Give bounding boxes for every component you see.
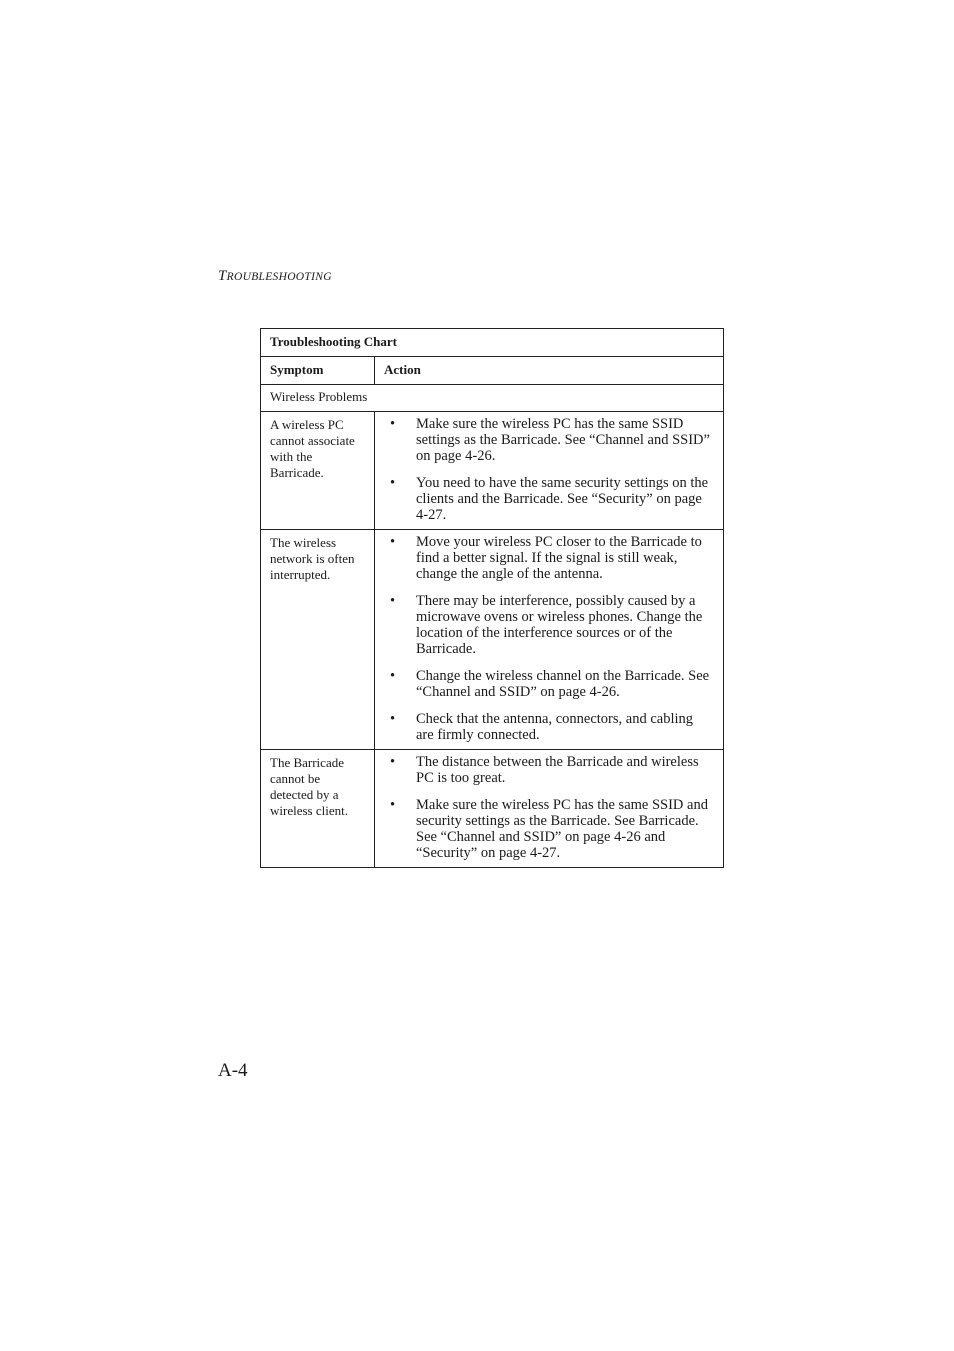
- action-item: [387, 668, 713, 700]
- action-list: [387, 416, 713, 523]
- running-header-rest: ROUBLESHOOTING: [226, 271, 332, 283]
- symptom-cell: A wireless PC cannot associate with the Barricade.: [261, 412, 375, 530]
- action-item: [387, 711, 713, 743]
- action-cell: [375, 412, 724, 530]
- action-text: Move your wireless PC closer to the Barricade to find a better signal. If the signal is still weak, change the angle of the antenna.: [416, 534, 702, 582]
- table-row: [261, 530, 724, 750]
- table-header-row: [261, 357, 724, 385]
- table-row: [261, 412, 724, 530]
- action-text: The distance between the Barricade and wireless PC is too great.: [416, 754, 699, 786]
- action-item: [387, 475, 713, 523]
- action-text: Check that the antenna, connectors, and cabling are firmly connected.: [416, 711, 694, 743]
- action-item: [387, 593, 713, 657]
- running-header: [218, 268, 332, 285]
- page-number: A-4: [218, 1060, 248, 1081]
- symptom-cell: The wireless network is often interrupted.: [261, 530, 375, 750]
- action-item: [387, 754, 713, 786]
- action-text: Make sure the wireless PC has the same SSID and security settings as the Barricade. See Barricade. See “Channel and SSID” on page 4-26 and “Security” on page 4-27.: [416, 797, 708, 861]
- bullet-icon: •: [390, 593, 396, 609]
- action-item: [387, 534, 713, 582]
- action-cell: [375, 750, 724, 868]
- bullet-icon: •: [390, 534, 396, 550]
- action-text: You need to have the same security settings on the clients and the Barricade. See “Security” on page 4-27.: [416, 475, 709, 523]
- action-cell: [375, 530, 724, 750]
- running-header-initial: T: [218, 268, 227, 284]
- column-header-symptom: Symptom: [261, 357, 375, 385]
- action-text: There may be interference, possibly caused by a microwave ovens or wireless phones. Change the location of the interference sources or of the Barricade.: [416, 593, 703, 657]
- action-text: Make sure the wireless PC has the same SSID settings as the Barricade. See “Channel and SSID” on page 4-26.: [416, 416, 710, 464]
- action-list: [387, 534, 713, 743]
- troubleshooting-table: [260, 328, 724, 868]
- section-label: Wireless Problems: [261, 385, 724, 412]
- table-title: Troubleshooting Chart: [261, 329, 724, 357]
- bullet-icon: •: [390, 711, 396, 727]
- table-title-row: [261, 329, 724, 357]
- column-header-action: Action: [375, 357, 724, 385]
- action-list: [387, 754, 713, 861]
- bullet-icon: •: [390, 668, 396, 684]
- bullet-icon: •: [390, 416, 396, 432]
- bullet-icon: •: [390, 754, 396, 770]
- section-row: [261, 385, 724, 412]
- bullet-icon: •: [390, 475, 396, 491]
- bullet-icon: •: [390, 797, 396, 813]
- table-row: [261, 750, 724, 868]
- action-item: [387, 797, 713, 861]
- symptom-cell: The Barricade cannot be detected by a wireless client.: [261, 750, 375, 868]
- action-item: [387, 416, 713, 464]
- action-text: Change the wireless channel on the Barricade. See “Channel and SSID” on page 4-26.: [416, 668, 710, 700]
